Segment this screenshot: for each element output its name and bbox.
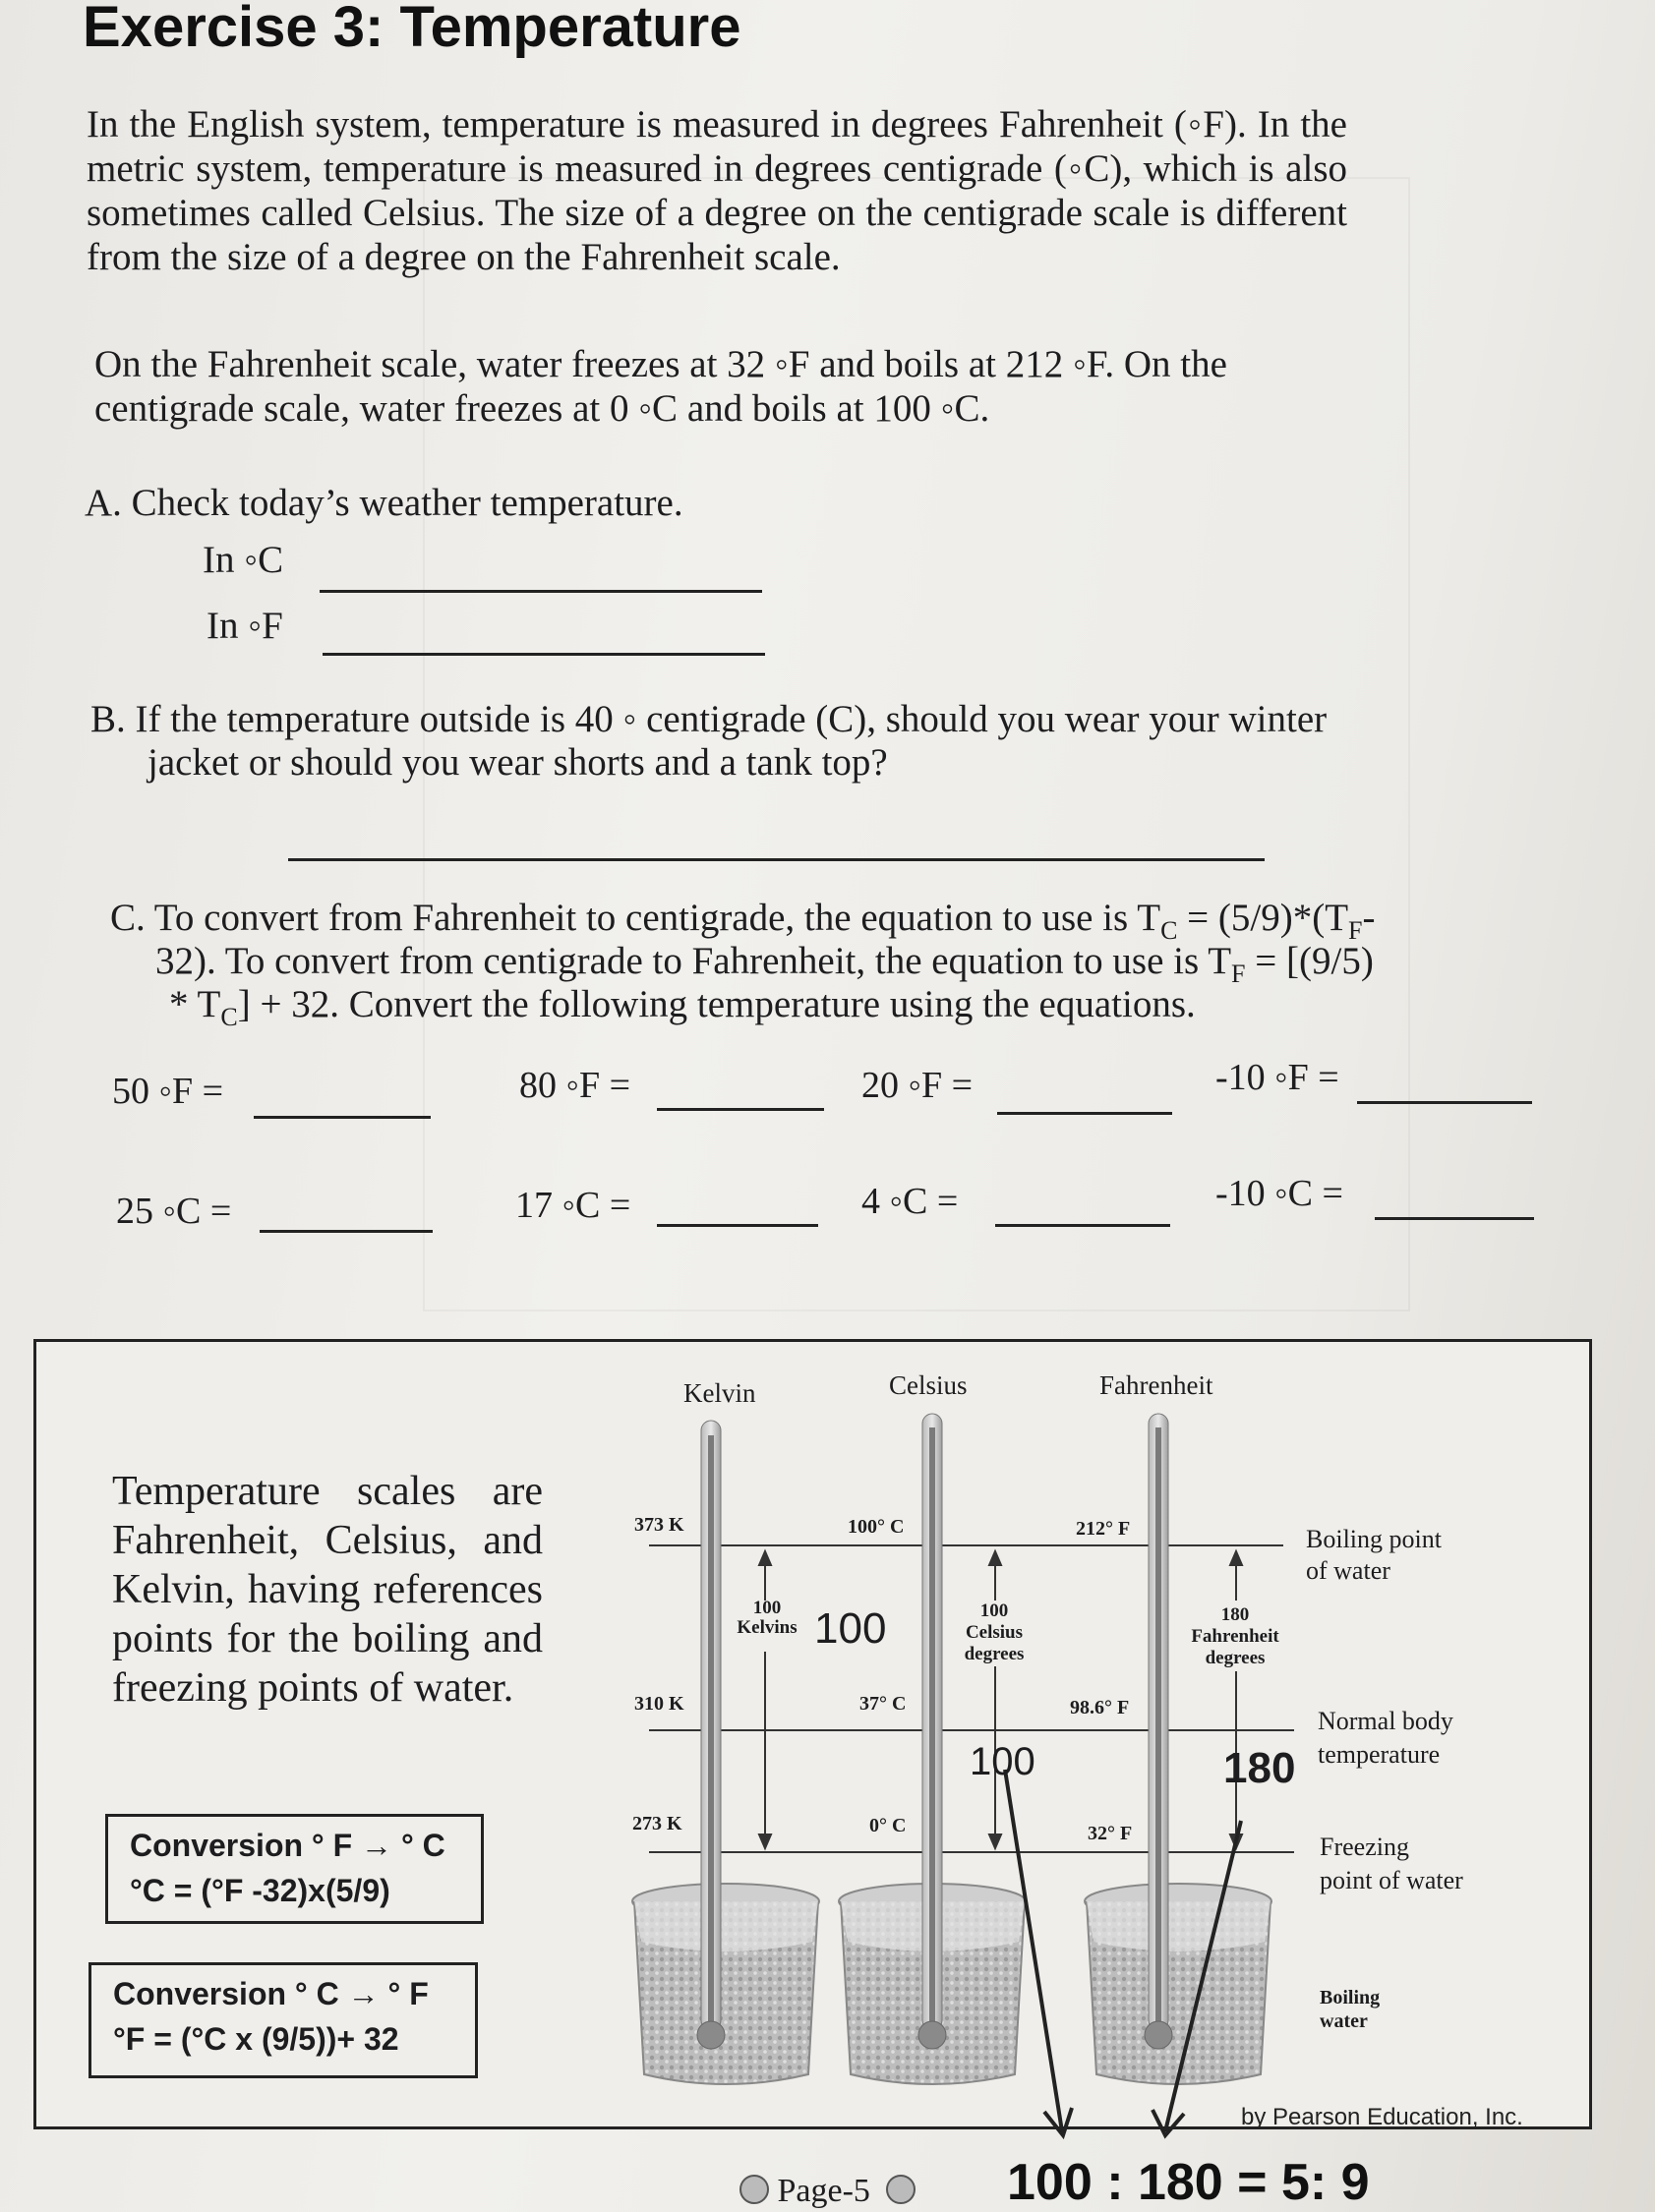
- celsius-span-number: 100: [979, 1601, 1009, 1621]
- celsius-span-label: [952, 1601, 1036, 1665]
- fahrenheit-span-unit: Fahrenheit: [1191, 1626, 1279, 1647]
- ratio-note: 100 : 180 = 5: 9: [1007, 2154, 1370, 2211]
- celsius-mark-37: 37° C: [859, 1693, 907, 1715]
- kelvin-mark-273: 273 K: [632, 1813, 682, 1834]
- fahrenheit-span-arrow: [1230, 1551, 1242, 1848]
- intro-paragraph: In the English system, temperature is measured in degrees Fahrenheit (◦F). In the metric system, temperature is measured in degrees centigrade (◦C), which is also sometimes called Celsius. The size of a degree on the centigrade scale is different from the size of a degree on the Fahrenheit scale.: [87, 103, 1347, 278]
- celsius-span-arrow: [989, 1551, 1001, 1848]
- side-label-freezing-line-2: point of water: [1320, 1866, 1463, 1894]
- question-b-line-2: jacket or should you wear shorts and a tank top?: [148, 741, 888, 784]
- fahrenheit-span-number: 180: [1220, 1604, 1250, 1625]
- conversion-c-to-f-title: Conversion ° C → ° F: [113, 1976, 429, 2011]
- convert-25c-label: 25 ◦C =: [116, 1191, 232, 1232]
- celsius-span-handwritten: 100: [970, 1740, 1035, 1783]
- celsius-span-degrees: degrees: [964, 1644, 1025, 1664]
- freezing-points-line-2: centigrade scale, water freezes at 0 ◦C and boils at 100 ◦C.: [94, 387, 990, 430]
- convert-4c-label: 4 ◦C =: [861, 1181, 959, 1222]
- fahrenheit-mark-32: 32° F: [1088, 1823, 1133, 1844]
- subscript-f: F: [1348, 915, 1363, 945]
- side-label-boiling-water: [1320, 1986, 1380, 2033]
- subscript-f-2: F: [1231, 959, 1246, 988]
- side-label-boiling-water-line-1: Boiling: [1320, 1987, 1381, 2008]
- page-number: Page-5: [777, 2173, 870, 2209]
- celsius-mark-100: 100° C: [848, 1516, 905, 1538]
- kelvin-thermometer: [697, 1421, 725, 2049]
- fahrenheit-thermometer: [1145, 1414, 1172, 2049]
- side-label-boiling-line-2: of water: [1306, 1556, 1390, 1585]
- side-label-boiling-line-1: Boiling point: [1306, 1525, 1442, 1553]
- side-label-boiling-point: [1306, 1524, 1442, 1587]
- conversion-f-to-c-formula: °C = (°F -32)x(5/9): [130, 1873, 390, 1908]
- kelvin-span-label: [728, 1599, 806, 1638]
- side-label-body-line-1: Normal body: [1318, 1707, 1453, 1735]
- question-c-line-1-end: -: [1362, 897, 1376, 939]
- smiley-icon-left: [739, 2175, 769, 2204]
- conversion-f-to-c-title: Conversion ° F → ° C: [130, 1828, 445, 1863]
- page-footer: [739, 2173, 916, 2210]
- celsius-mark-0: 0° C: [869, 1815, 907, 1836]
- kelvin-header: Kelvin: [683, 1378, 756, 1408]
- fahrenheit-mark-98-6: 98.6° F: [1070, 1697, 1130, 1718]
- figure-caption: Temperature scales are Fahrenheit, Celsius, and Kelvin, having references points for the boiling and freezing points of water.: [112, 1469, 543, 1711]
- question-b-line-1: B. If the temperature outside is 40 ◦ centigrade (C), should you wear your winter: [90, 698, 1328, 740]
- kelvin-span-arrow: [759, 1551, 771, 1848]
- question-c-line-2-rest: = [(9/5): [1245, 940, 1374, 982]
- question-c-line-3-text: * T: [169, 983, 221, 1025]
- question-a: A. Check today’s weather temperature.: [85, 482, 683, 524]
- fahrenheit-span-degrees: degrees: [1205, 1648, 1266, 1668]
- question-c-line-3-rest: ] + 32. Convert the following temperature using the equations.: [237, 983, 1196, 1025]
- conversion-c-to-f-formula: °F = (°C x (9/5))+ 32: [113, 2021, 399, 2057]
- fahrenheit-span-label: [1180, 1604, 1290, 1669]
- kelvin-mark-310: 310 K: [634, 1693, 684, 1715]
- fahrenheit-span-handwritten: 180: [1223, 1744, 1296, 1792]
- kelvin-span-number: 100: [752, 1598, 782, 1618]
- side-label-boiling-water-line-2: water: [1320, 2010, 1368, 2032]
- fahrenheit-beaker: [1085, 1884, 1271, 2084]
- celsius-header: Celsius: [889, 1370, 968, 1400]
- question-a-fahrenheit-label: In ◦F: [207, 605, 283, 647]
- subscript-c: C: [1160, 915, 1178, 945]
- fahrenheit-mark-212: 212° F: [1076, 1518, 1131, 1540]
- celsius-thermometer: [918, 1414, 946, 2049]
- celsius-span-unit: Celsius: [965, 1622, 1024, 1643]
- question-c-line-2-text: 32). To convert from centigrade to Fahrenheit, the equation to use is T: [155, 940, 1232, 982]
- kelvin-beaker: [632, 1884, 819, 2084]
- kelvin-span-unit: Kelvins: [737, 1617, 798, 1638]
- kelvin-span-handwritten: 100: [814, 1604, 887, 1653]
- question-a-celsius-label: In ◦C: [203, 539, 284, 581]
- freezing-points-line-1: On the Fahrenheit scale, water freezes at 32 ◦F and boils at 212 ◦F. On the: [94, 343, 1227, 385]
- question-c-line-1-text: C. To convert from Fahrenheit to centigrade, the equation to use is T: [110, 897, 1161, 939]
- side-label-body-line-2: temperature: [1318, 1740, 1441, 1769]
- convert-80f-label: 80 ◦F =: [519, 1065, 631, 1106]
- figure-credit: by Pearson Education, Inc.: [1241, 2104, 1523, 2130]
- subscript-c-2: C: [220, 1002, 238, 1031]
- page-title: Exercise 3: Temperature: [83, 0, 741, 59]
- convert-20f-label: 20 ◦F =: [861, 1065, 974, 1106]
- smiley-icon-right: [886, 2175, 916, 2204]
- convert-50f-label: 50 ◦F =: [112, 1071, 224, 1112]
- side-label-freezing-point: [1320, 1831, 1463, 1897]
- convert-17c-label: 17 ◦C =: [515, 1185, 631, 1226]
- convert-minus10f-label: -10 ◦F =: [1215, 1057, 1339, 1098]
- question-c-line-1-rest: = (5/9)*(T: [1177, 897, 1349, 939]
- side-label-body-temperature: [1318, 1705, 1453, 1772]
- side-label-freezing-line-1: Freezing: [1320, 1833, 1409, 1861]
- convert-minus10c-label: -10 ◦C =: [1215, 1173, 1343, 1214]
- kelvin-mark-373: 373 K: [634, 1514, 684, 1536]
- fahrenheit-header: Fahrenheit: [1099, 1370, 1213, 1400]
